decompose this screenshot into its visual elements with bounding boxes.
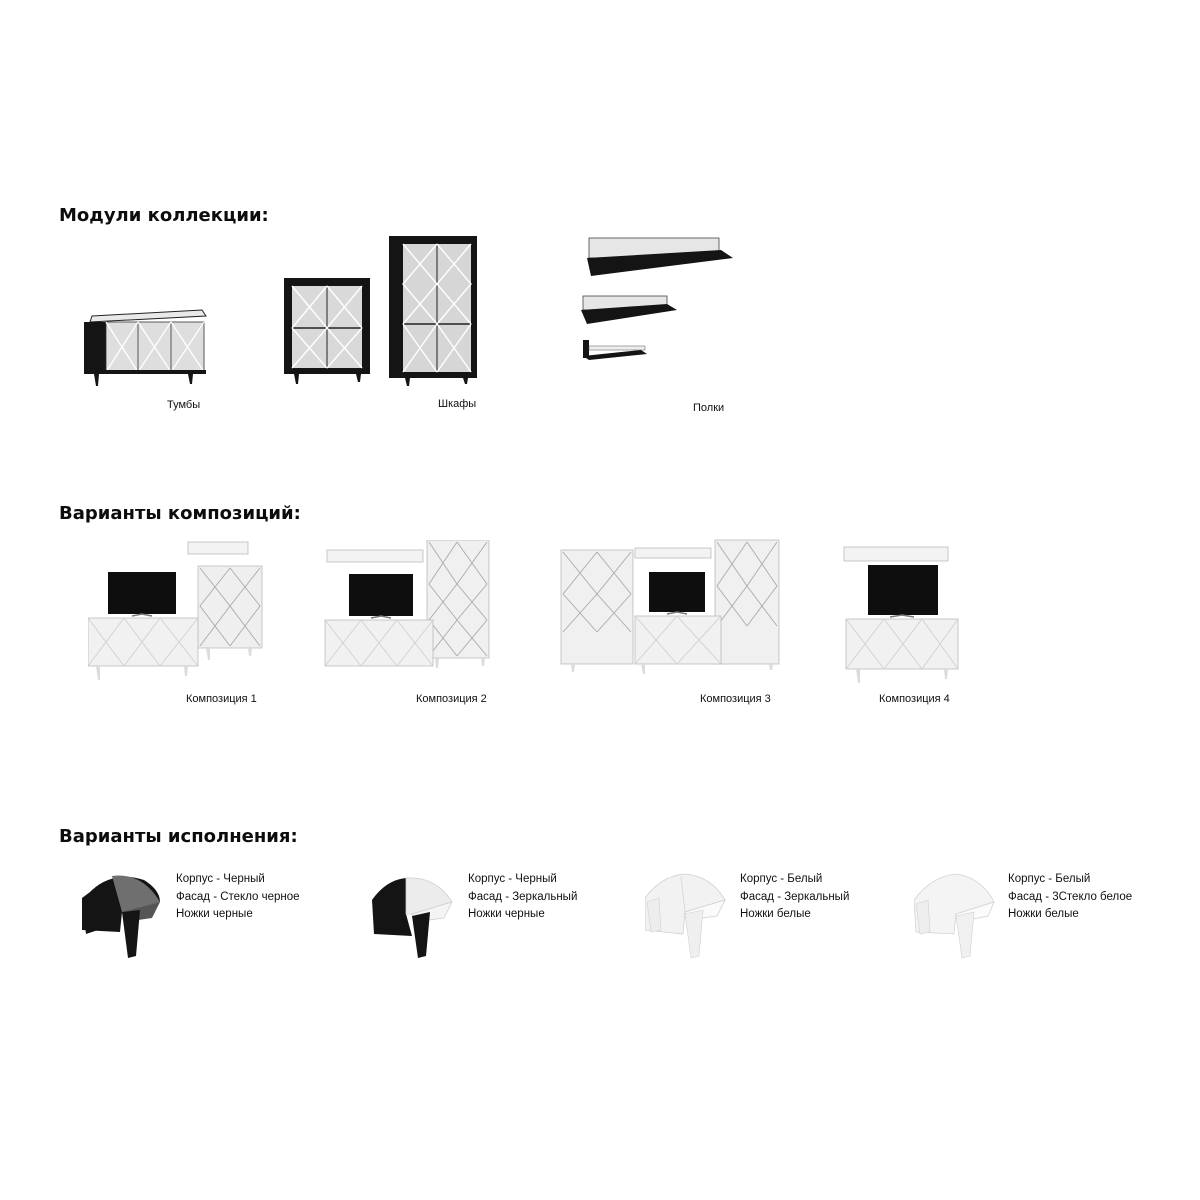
- modules-heading: Модули коллекции:: [59, 205, 269, 226]
- module-label-tv-stand: Тумбы: [167, 399, 201, 411]
- finish-spec-4: [1008, 871, 1132, 924]
- finish-1-body: Корпус - Черный: [176, 873, 265, 885]
- finish-4-facade: Фасад - 3Стекло белое: [1008, 890, 1133, 903]
- finish-spec-3: [740, 871, 849, 924]
- module-label-shelf: Полки: [693, 402, 725, 414]
- tv-stand-icon: [84, 302, 210, 388]
- shelf-icon: [581, 236, 741, 364]
- composition-3-image: [559, 538, 787, 678]
- cabinet-small-icon: [284, 278, 374, 386]
- finish-spec-1: [176, 871, 300, 924]
- finish-swatch-black-glass: [82, 872, 162, 960]
- finish-2-body: Корпус - Черный: [468, 873, 557, 885]
- finish-4-legs: Ножки белые: [1008, 908, 1079, 920]
- composition-label-1: Композиция 1: [186, 693, 257, 705]
- finish-2-legs: Ножки черные: [468, 908, 545, 920]
- composition-2-image: [323, 540, 507, 672]
- compositions-heading: Варианты композиций:: [59, 503, 301, 524]
- composition-4-image: [842, 543, 962, 685]
- finish-spec-2: [468, 871, 577, 924]
- finish-4-body: Корпус - Белый: [1008, 873, 1091, 885]
- finish-swatch-black-mirror: [372, 874, 454, 962]
- finish-3-legs: Ножки белые: [740, 908, 811, 920]
- finishes-heading: Варианты исполнения:: [59, 826, 298, 847]
- finish-3-facade: Фасад - Зеркальный: [740, 890, 850, 903]
- finish-1-legs: Ножки черные: [176, 908, 253, 920]
- finish-2-facade: Фасад - Зеркальный: [468, 890, 578, 903]
- finish-swatch-white-mirror: [645, 872, 727, 960]
- module-label-cabinet: Шкафы: [438, 398, 477, 410]
- composition-label-2: Композиция 2: [416, 693, 487, 705]
- finish-1-facade: Фасад - Стекло черное: [176, 890, 300, 903]
- finish-3-body: Корпус - Белый: [740, 873, 823, 885]
- composition-1-image: [88, 540, 268, 682]
- composition-label-4: Композиция 4: [879, 693, 950, 705]
- composition-label-3: Композиция 3: [700, 693, 771, 705]
- finish-swatch-white-glass: [914, 872, 996, 960]
- cabinet-tall-icon: [389, 236, 481, 386]
